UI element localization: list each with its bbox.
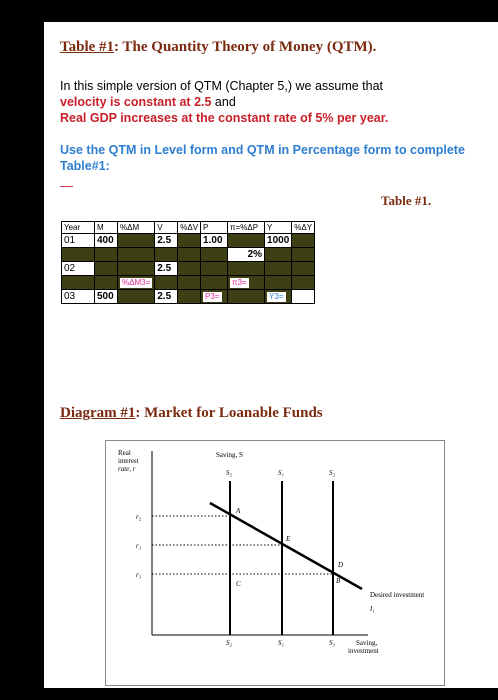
cell-p-01: 1.00 — [201, 234, 228, 248]
pi3-input[interactable]: π3= — [232, 278, 247, 287]
cell-empty — [95, 248, 118, 262]
ylabel-line1: Real — [118, 449, 131, 457]
table-row — [62, 262, 315, 276]
cell-empty — [118, 248, 155, 262]
title-text: : The Quantity Theory of Money (QTM). — [114, 39, 377, 55]
header-year: Year — [62, 222, 95, 234]
point-d-label: D — [338, 561, 344, 569]
title-table-ref: Table #1 — [60, 39, 115, 55]
r3-label: r₃ — [136, 571, 142, 579]
xlabel-line1: Saving, — [356, 639, 378, 647]
cell-empty — [292, 276, 315, 290]
table-row — [62, 290, 315, 304]
s2-bottom-label: S₂ — [226, 639, 232, 647]
cell-v-03: 2.5 — [155, 290, 178, 304]
cell-empty — [155, 248, 178, 262]
cell-empty — [292, 262, 315, 276]
y3-input[interactable]: Y3= — [269, 292, 284, 301]
point-b-label: B — [336, 577, 341, 585]
intro-velocity: velocity is constant at 2.5 — [60, 95, 212, 109]
qtm-table — [61, 221, 315, 304]
header-pi: π=%ΔP — [228, 222, 265, 234]
cell-empty — [228, 262, 265, 276]
table-row — [62, 234, 315, 248]
cell-empty — [118, 262, 155, 276]
cell-empty — [178, 262, 201, 276]
cell-pi3 — [228, 276, 265, 290]
cell-empty — [178, 290, 201, 304]
instruction-text: Use the QTM in Level form and QTM in Percentage form to complete Table#1: — [60, 143, 465, 173]
table-label: Table #1. — [381, 193, 432, 208]
point-e-label: E — [286, 535, 291, 543]
cell-empty — [62, 248, 95, 262]
cell-empty — [265, 276, 292, 290]
pct-m3-input[interactable]: %ΔM3= — [122, 278, 151, 287]
cell-empty — [265, 262, 292, 276]
xlabel-line2: investment — [348, 647, 379, 655]
table-row — [62, 276, 315, 290]
intro-line1: In this simple version of QTM (Chapter 5,) we assume that — [60, 79, 384, 93]
diagram-heading — [60, 405, 323, 422]
s1-bottom-label: S₁ — [278, 639, 284, 647]
cell-p3 — [201, 290, 228, 304]
r1-label: r₁ — [136, 542, 142, 550]
cell-y-01: 1000 — [265, 234, 292, 248]
cell-empty — [178, 248, 201, 262]
cell-m-03: 500 — [95, 290, 118, 304]
ylabel-line2: interest — [118, 457, 139, 465]
header-p: P — [201, 222, 228, 234]
point-a-label: A — [236, 507, 241, 515]
cell-empty — [228, 290, 265, 304]
cell-empty — [292, 248, 315, 262]
saving-label: Saving, S — [216, 451, 243, 459]
cell-empty — [118, 290, 155, 304]
point-c-label: C — [236, 580, 241, 588]
intro-gdp: Real GDP increases at the constant rate of 5% per year. — [60, 111, 389, 125]
page-title — [60, 39, 376, 56]
diagram-heading-text: : Market for Loanable Funds — [135, 405, 323, 421]
header-v: V — [155, 222, 178, 234]
cell-empty — [292, 234, 315, 248]
desired-investment-label: Desired investment — [370, 591, 425, 599]
p3-input[interactable]: P3= — [205, 292, 220, 301]
diagram-heading-ref: Diagram #1 — [60, 405, 136, 421]
cell-pi-02: 2% — [228, 248, 265, 262]
cell-empty — [265, 248, 292, 262]
cell-empty — [178, 276, 201, 290]
s3-bottom-label: S₃ — [329, 639, 335, 647]
r2-label: r₂ — [136, 513, 142, 521]
cell-year-03: 03 — [62, 290, 95, 304]
s2-top-label: S₂ — [226, 469, 232, 477]
table-row — [62, 248, 315, 262]
cell-v-01: 2.5 — [155, 234, 178, 248]
cell-empty — [292, 290, 315, 304]
cell-v-02: 2.5 — [155, 262, 178, 276]
header-pct-y: %ΔY — [292, 222, 315, 234]
intro-and: and — [211, 95, 236, 109]
cell-empty — [95, 262, 118, 276]
loanable-funds-diagram — [105, 440, 445, 686]
document-panel — [44, 22, 498, 688]
cell-empty — [118, 234, 155, 248]
dash-mark: — — [60, 178, 73, 193]
ylabel-line3: rate, r — [118, 465, 136, 473]
cell-empty — [155, 276, 178, 290]
table-header-row — [62, 222, 315, 234]
header-m: M — [95, 222, 118, 234]
cell-empty — [201, 262, 228, 276]
cell-empty — [178, 234, 201, 248]
intro-paragraph — [60, 78, 480, 126]
diagram-svg — [106, 441, 444, 685]
cell-year-01: 01 — [62, 234, 95, 248]
header-pct-v: %ΔV — [178, 222, 201, 234]
cell-y3 — [265, 290, 292, 304]
s3-top-label: S₃ — [329, 469, 335, 477]
cell-year-02: 02 — [62, 262, 95, 276]
cell-empty — [228, 234, 265, 248]
header-pct-m: %ΔM — [118, 222, 155, 234]
cell-empty — [201, 276, 228, 290]
cell-m-01: 400 — [95, 234, 118, 248]
cell-empty — [62, 276, 95, 290]
i1-label: I₁ — [370, 605, 375, 613]
cell-empty — [95, 276, 118, 290]
s1-top-label: S₁ — [278, 469, 284, 477]
cell-pct-m3 — [118, 276, 155, 290]
header-y: Y — [265, 222, 292, 234]
cell-empty — [201, 248, 228, 262]
